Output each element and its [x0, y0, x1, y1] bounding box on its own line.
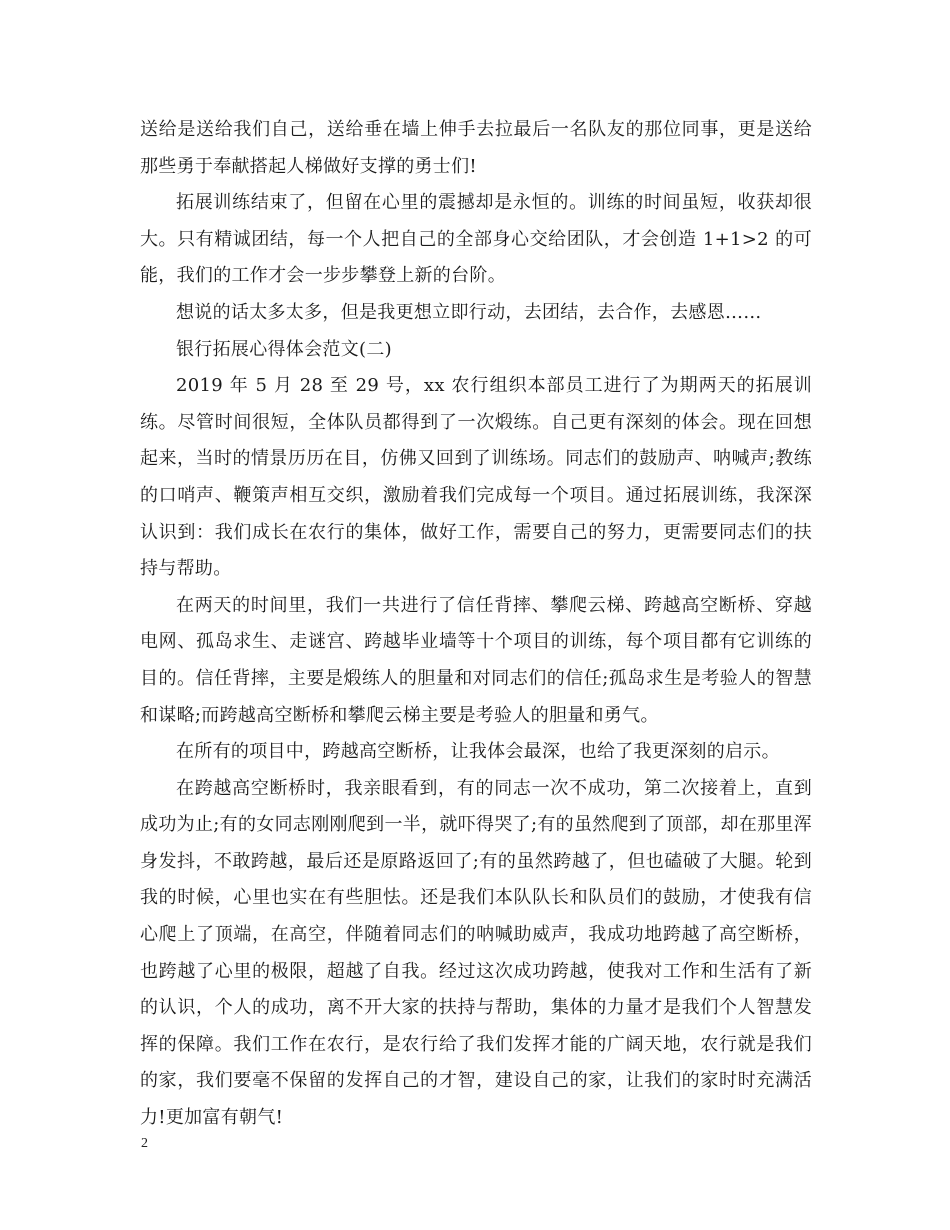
paragraph: 在所有的项目中，跨越高空断桥，让我体会最深，也给了我更深刻的启示。 — [176, 741, 780, 763]
paragraph: 送给是送给我们自己，送给垂在墙上伸手去拉最后一名队友的那位同事，更是送给那些勇于奉献搭起人梯做好支撑的勇士们! — [140, 119, 812, 177]
paragraph: 在跨越高空断桥时，我亲眼看到，有的同志一次不成功，第二次接着上，直到成功为止;有的女同志刚刚爬到一半，就吓得哭了;有的虽然爬到了顶部，却在那里浑身发抖，不敢跨越，最后还是原路返回了;有的虽然跨越了，但也磕破了大腿。轮到我的时候，心里也实在有些胆怯。还是我们本队队长和队员们的鼓励，才使我有信心爬上了顶端，在高空，伴随着同志们的呐喊助威声，我成功地跨越了高空断桥，也跨越了心里的极限，超越了自我。经过这次成功跨越，使我对工作和生活有了新的认识，个人的成功，离不开大家的扶持与帮助，集体的力量才是我们个人智慧发挥的保障。我们工作在农行，是农行给了我们发挥才能的广阔天地，农行就是我们的家，我们要毫不保留的发挥自己的才智，建设自己的家，让我们的家时时充满活力!更加富有朝气! — [140, 777, 812, 1129]
paragraph: 2019 年 5 月 28 至 29 号，xx 农行组织本部员工进行了为期两天的拓展训练。尽管时间很短，全体队员都得到了一次煅练。自己更有深刻的体会。现在回想起来，当时的情景历历在目，仿佛又回到了训练场。同志们的鼓励声、呐喊声;教练的口哨声、鞭策声相互交织，激励着我们完成每一个项目。通过拓展训练，我深深认识到：我们成长在农行的集体，做好工作，需要自己的努力，更需要同志们的扶持与帮助。 — [140, 375, 812, 580]
page-number: 2 — [141, 1136, 148, 1151]
section-heading: 银行拓展心得体会范文(二) — [176, 338, 392, 360]
paragraph: 拓展训练结束了，但留在心里的震撼却是永恒的。训练的时间虽短，收获却很大。只有精诚团结，每一个人把自己的全部身心交给团队，才会创造 1+1>2 的可能，我们的工作才会一步步攀登上新的台阶。 — [140, 192, 812, 287]
paragraph: 在两天的时间里，我们一共进行了信任背摔、攀爬云梯、跨越高空断桥、穿越电网、孤岛求生、走谜宫、跨越毕业墙等十个项目的训练，每个项目都有它训练的目的。信任背摔，主要是煅练人的胆量和对同志们的信任;孤岛求生是考验人的智慧和谋略;而跨越高空断桥和攀爬云梯主要是考验人的胆量和勇气。 — [140, 594, 812, 726]
paragraph: 想说的话太多太多，但是我更想立即行动，去团结，去合作，去感恩…… — [176, 301, 762, 323]
document-body — [140, 112, 812, 1137]
